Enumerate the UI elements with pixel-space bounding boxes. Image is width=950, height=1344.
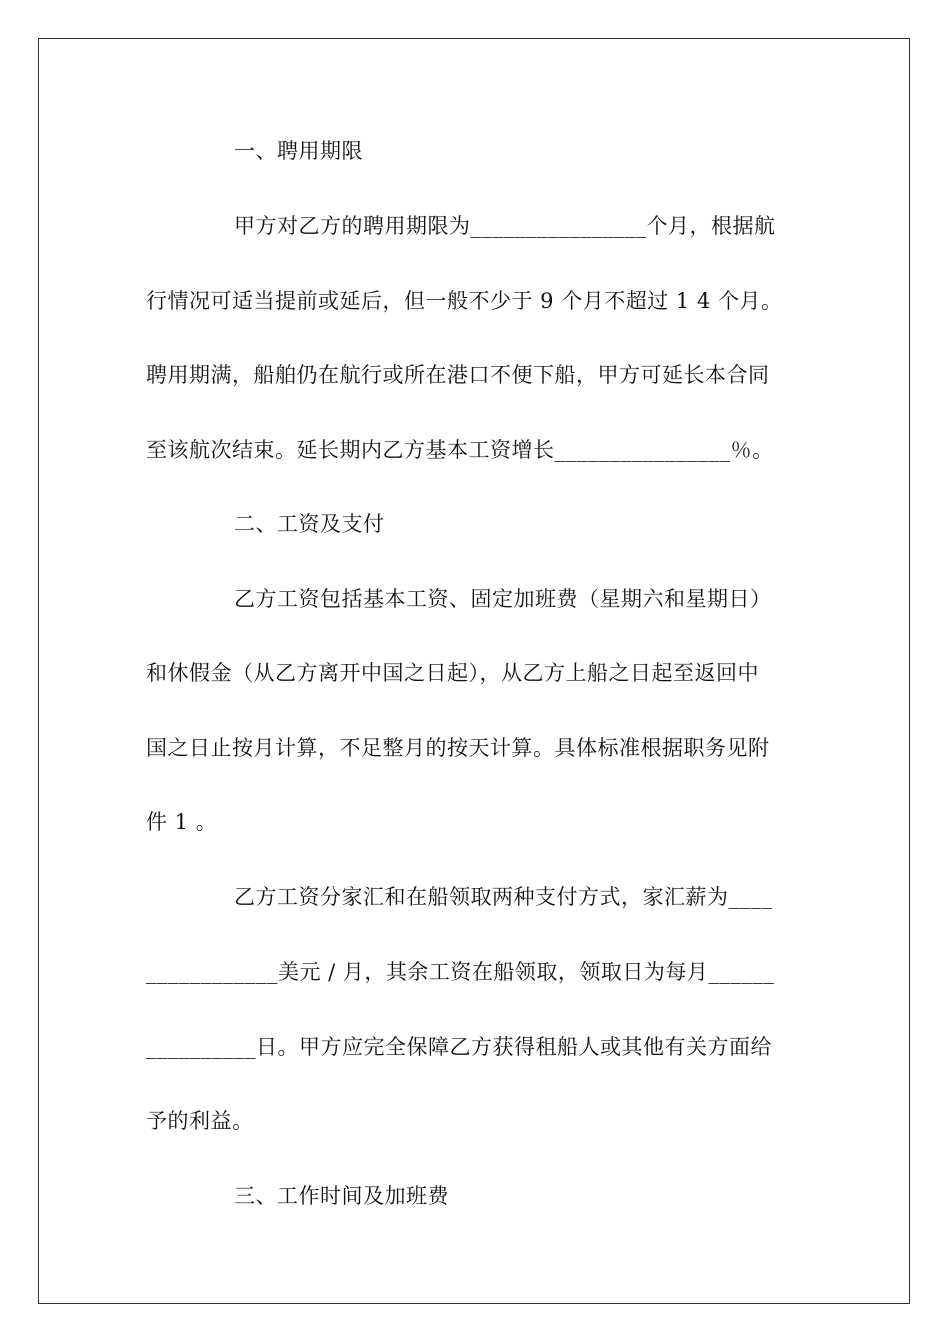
section-1-heading: 一、聘用期限: [234, 139, 363, 163]
section-2-para-1-line-3: 国之日止按月计算，不足整月的按天计算。具体标准根据职务见附: [146, 736, 770, 760]
section-1-line-2: 行情况可适当提前或延后，但一般不少于 9 个月不超过 1 4 个月。: [146, 289, 783, 313]
section-1-line-4: 至该航次结束。延长期内乙方基本工资增长________________％。: [146, 438, 774, 462]
section-2-para-1-line-1: 乙方工资包括基本工资、固定加班费（星期六和星期日）: [234, 587, 772, 611]
section-1-line-3: 聘用期满，船舶仍在航行或所在港口不便下船，甲方可延长本合同: [146, 363, 770, 387]
section-2-para-2-line-4: 予的利益。: [146, 1109, 254, 1133]
section-2-para-2-line-3: __________日。甲方应完全保障乙方获得租船人或其他有关方面给: [146, 1035, 772, 1059]
section-3-heading: 三、工作时间及加班费: [234, 1184, 449, 1208]
section-2-heading: 二、工资及支付: [234, 512, 385, 536]
section-2-para-2-line-1: 乙方工资分家汇和在船领取两种支付方式，家汇薪为____: [234, 885, 773, 909]
section-2-para-1-line-2: 和休假金（从乙方离开中国之日起），从乙方上船之日起至返回中: [146, 661, 759, 685]
section-2-para-2-line-2: ____________美元 / 月，其余工资在船领取，领取日为每月______: [146, 960, 775, 984]
section-1-line-1: 甲方对乙方的聘用期限为________________个月，根据航: [234, 214, 776, 238]
section-2-para-1-line-4: 件 1 。: [146, 810, 218, 834]
